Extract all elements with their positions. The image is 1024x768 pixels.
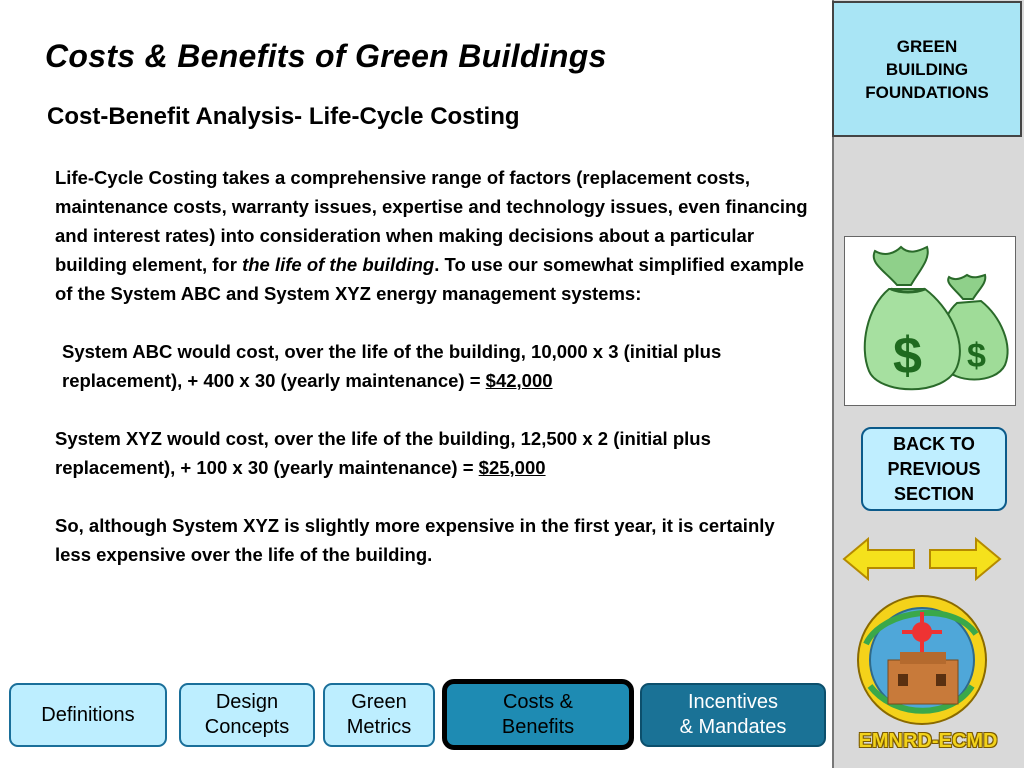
nav-incentives-line-1: Incentives [687, 691, 779, 713]
money-bags-icon [844, 236, 1016, 406]
back-line-3: SECTION [893, 483, 974, 504]
nav-definitions-button[interactable] [9, 683, 167, 747]
back-line-1: BACK TO [893, 433, 975, 454]
brand-line-2: BUILDING [885, 59, 969, 79]
back-to-previous-section-button[interactable] [861, 427, 1007, 511]
nav-green-metrics-button[interactable] [323, 683, 435, 747]
nav-design-line-1: Design [215, 691, 279, 713]
content-body [55, 163, 815, 569]
svg-text:$: $ [893, 327, 922, 385]
back-line-2: PREVIOUS [887, 458, 981, 479]
intro-paragraph [55, 163, 815, 308]
nav-green-line-1: Green [351, 691, 407, 713]
abc-text: System ABC would cost, over the life of the building, 10,000 x 3 (initial plus replacement), + 400 x 30 (yearly maintenance) = [62, 341, 722, 391]
nav-incentives-line-2: & Mandates [679, 716, 787, 738]
emnrd-logo-icon [852, 590, 998, 728]
brand-box [832, 1, 1022, 137]
nav-definitions-label: Definitions [41, 703, 135, 726]
next-arrow-icon[interactable] [928, 537, 1002, 581]
conclusion-paragraph: So, although System XYZ is slightly more expensive in the first year, it is certainly less expensive over the life of the building. [55, 515, 775, 565]
xyz-text: System XYZ would cost, over the life of the building, 12,500 x 2 (initial plus replacement), + 100 x 30 (yearly maintenance) = [55, 428, 711, 478]
intro-text-start: Life-Cycle Costing takes a comprehensive range of factors (replacement costs, maintenance costs, warranty issues, expertise and technology issues, even financing and interest rates) into consideration when making decisions about a particular building element, for [55, 167, 808, 275]
nav-costs-line-2: Benefits [501, 715, 575, 738]
page-title: Costs & Benefits of Green Buildings [45, 38, 607, 74]
nav-costs-benefits-button[interactable] [442, 679, 634, 750]
logo-label: EMNRD-ECMD [858, 730, 998, 752]
abc-total: $42,000 [485, 370, 553, 391]
xyz-total: $25,000 [478, 457, 546, 478]
abc-paragraph [55, 337, 815, 395]
nav-incentives-mandates-button[interactable] [640, 683, 826, 747]
svg-text:$: $ [967, 337, 986, 375]
previous-arrow-icon[interactable] [842, 537, 916, 581]
nav-costs-line-1: Costs & [502, 690, 573, 713]
intro-text-end: . To use our somewhat simplified example of the System ABC and System XYZ energy management systems: [55, 254, 804, 304]
page-subtitle: Cost-Benefit Analysis- Life-Cycle Costing [47, 103, 520, 130]
nav-design-concepts-button[interactable] [179, 683, 315, 747]
brand-line-3: FOUNDATIONS [865, 82, 989, 102]
xyz-paragraph [55, 424, 815, 482]
brand-line-1: GREEN [896, 36, 958, 56]
nav-green-line-2: Metrics [346, 716, 412, 738]
nav-design-line-2: Concepts [204, 716, 290, 738]
intro-emphasis: the life of the building [242, 254, 435, 275]
